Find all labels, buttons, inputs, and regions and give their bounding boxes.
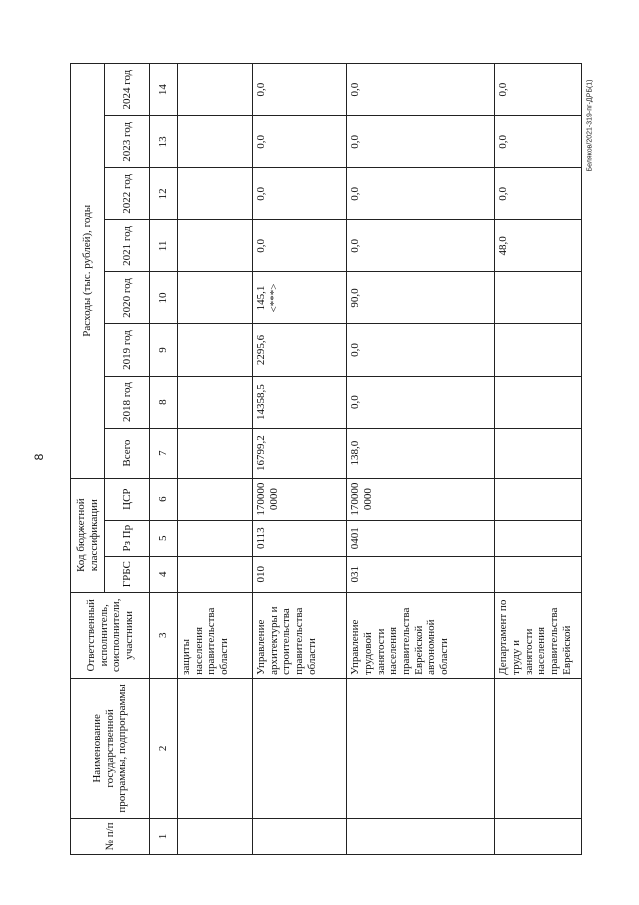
rz-cell bbox=[495, 520, 582, 556]
table-row bbox=[495, 64, 582, 855]
year-value-cell: 0,0 bbox=[347, 324, 495, 376]
year-value-cell: 0,0 bbox=[347, 168, 495, 220]
year-value-cell bbox=[178, 376, 253, 428]
rz-cell: 0113 bbox=[253, 520, 347, 556]
index-cell: 3 bbox=[150, 592, 178, 678]
page-number: 8 bbox=[32, 453, 46, 461]
year-value-cell: 0,0 bbox=[347, 376, 495, 428]
index-cell: 1 bbox=[150, 818, 178, 854]
year-value-cell bbox=[495, 324, 582, 376]
header-expenses: Расходы (тыс. рублей), годы bbox=[71, 64, 105, 479]
index-cell: 6 bbox=[150, 478, 178, 520]
grbs-cell: 031 bbox=[347, 556, 495, 592]
year-value-cell: 0,0 bbox=[253, 168, 347, 220]
total-cell: 16799,2 bbox=[253, 428, 347, 478]
index-cell: 4 bbox=[150, 556, 178, 592]
year-value-cell: 0,0 bbox=[495, 116, 582, 168]
table-row bbox=[253, 64, 347, 855]
year-value-cell: 48,0 bbox=[495, 220, 582, 272]
table-row bbox=[347, 64, 495, 855]
year-value-cell: 2295,6 bbox=[253, 324, 347, 376]
rotated-table-wrapper bbox=[70, 63, 582, 855]
index-cell: 8 bbox=[150, 376, 178, 428]
year-value-cell: 0,0 bbox=[253, 116, 347, 168]
grbs-cell bbox=[178, 556, 253, 592]
year-value-cell: 0,0 bbox=[347, 220, 495, 272]
year-value-cell: 145,1 <***> bbox=[253, 272, 347, 324]
header-num: № п/п bbox=[71, 818, 150, 854]
total-cell: 138,0 bbox=[347, 428, 495, 478]
year-value-cell bbox=[178, 324, 253, 376]
year-value-cell bbox=[178, 272, 253, 324]
year-value-cell: 0,0 bbox=[253, 220, 347, 272]
grbs-cell bbox=[495, 556, 582, 592]
header-year: 2022 год bbox=[105, 168, 150, 220]
year-value-cell: 0,0 bbox=[347, 64, 495, 116]
header-year: 2019 год bbox=[105, 324, 150, 376]
index-cell: 13 bbox=[150, 116, 178, 168]
csr-cell bbox=[495, 478, 582, 520]
header-executor: Ответственный исполнитель, соисполнители, участники bbox=[71, 592, 150, 678]
year-value-cell: 0,0 bbox=[347, 116, 495, 168]
year-value-cell bbox=[178, 220, 253, 272]
year-value-cell bbox=[178, 168, 253, 220]
executor-cell: Управление трудовой занятости населения правительства Еврейской автономной области bbox=[347, 592, 495, 678]
column-index-row bbox=[150, 64, 178, 855]
header-year: 2024 год bbox=[105, 64, 150, 116]
header-csr: ЦСР bbox=[105, 478, 150, 520]
index-cell: 5 bbox=[150, 520, 178, 556]
year-value-cell: 90,0 bbox=[347, 272, 495, 324]
header-year: 2021 год bbox=[105, 220, 150, 272]
footer-note: Беляков/2021-319-пг-ДРБ(1) bbox=[586, 79, 594, 172]
total-cell bbox=[178, 428, 253, 478]
total-cell bbox=[495, 428, 582, 478]
year-value-cell: 0,0 bbox=[495, 64, 582, 116]
rz-cell bbox=[178, 520, 253, 556]
index-cell: 2 bbox=[150, 678, 178, 818]
year-value-cell: 0,0 bbox=[495, 168, 582, 220]
executor-cell: защиты населения правительства области bbox=[178, 592, 253, 678]
year-value-cell: 14358,5 bbox=[253, 376, 347, 428]
header-name: Наименование государственной программы, подпрограммы bbox=[71, 678, 150, 818]
year-value-cell bbox=[178, 64, 253, 116]
grbs-cell: 010 bbox=[253, 556, 347, 592]
header-row-1 bbox=[71, 64, 105, 855]
header-budget-code: Код бюджетной классификации bbox=[71, 478, 105, 592]
year-value-cell bbox=[495, 376, 582, 428]
year-value-cell: 0,0 bbox=[253, 64, 347, 116]
index-cell: 11 bbox=[150, 220, 178, 272]
header-total: Всего bbox=[105, 428, 150, 478]
header-rz-pr: Рз Пр bbox=[105, 520, 150, 556]
csr-cell: 170000 0000 bbox=[347, 478, 495, 520]
year-value-cell bbox=[178, 116, 253, 168]
csr-cell bbox=[178, 478, 253, 520]
year-value-cell bbox=[495, 272, 582, 324]
executor-cell: Департамент по труду и занятости населения правительства Еврейской bbox=[495, 592, 582, 678]
index-cell: 7 bbox=[150, 428, 178, 478]
header-year: 2023 год bbox=[105, 116, 150, 168]
table-row bbox=[178, 64, 253, 855]
executor-cell: Управление архитектуры и строительства правительства области bbox=[253, 592, 347, 678]
header-year: 2020 год bbox=[105, 272, 150, 324]
index-cell: 12 bbox=[150, 168, 178, 220]
index-cell: 10 bbox=[150, 272, 178, 324]
index-cell: 14 bbox=[150, 64, 178, 116]
header-year: 2018 год bbox=[105, 376, 150, 428]
rz-cell: 0401 bbox=[347, 520, 495, 556]
expenses-table bbox=[70, 63, 582, 855]
index-cell: 9 bbox=[150, 324, 178, 376]
header-grbs: ГРБС bbox=[105, 556, 150, 592]
csr-cell: 170000 0000 bbox=[253, 478, 347, 520]
